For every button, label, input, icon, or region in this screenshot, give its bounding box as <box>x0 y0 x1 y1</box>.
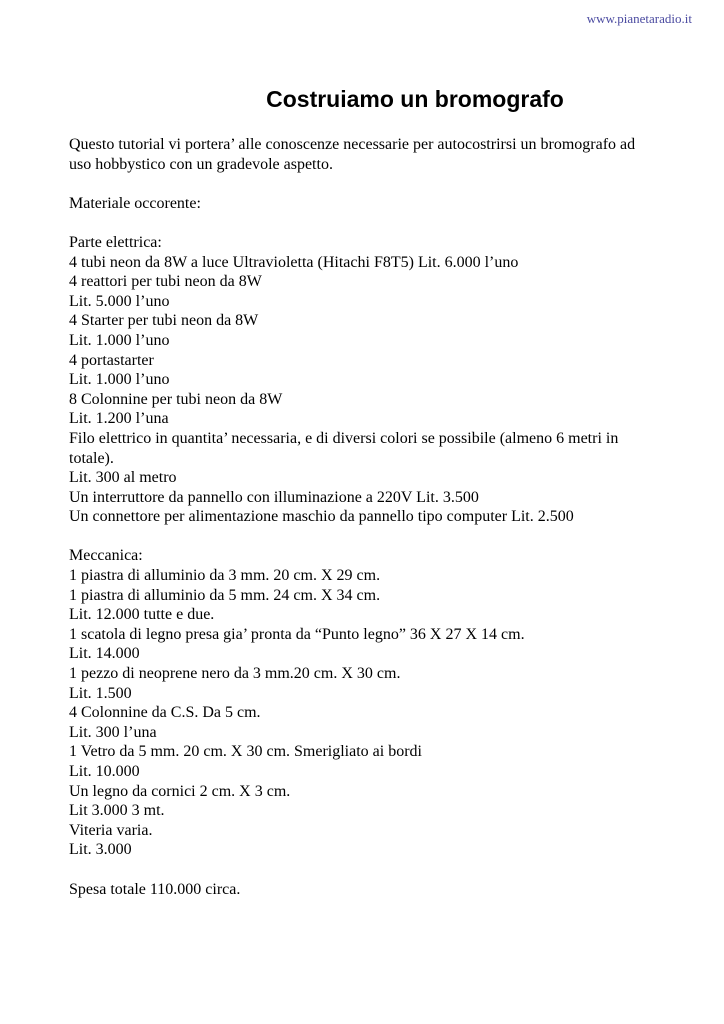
list-item: Lit. 5.000 l’uno <box>69 292 170 310</box>
list-item: Un interruttore da pannello con illuminazione a 220V Lit. 3.500 <box>69 488 479 506</box>
list-item: Lit. 1.000 l’uno <box>69 331 170 349</box>
materials-heading: Materiale occorente: <box>69 194 201 212</box>
list-item: 1 Vetro da 5 mm. 20 cm. X 30 cm. Smerigliato ai bordi <box>69 743 422 761</box>
list-item: Lit 3.000 3 mt. <box>69 802 165 820</box>
list-item: 1 piastra di alluminio da 5 mm. 24 cm. X 34 cm. <box>69 586 381 604</box>
list-item: Un legno da cornici 2 cm. X 3 cm. <box>69 782 291 800</box>
electrical-heading: Parte elettrica: <box>69 233 162 251</box>
intro-paragraph: Questo tutorial vi portera’ alle conoscenze necessarie per autocostrirsi un bromografo ad uso hobbystico con un gradevole aspetto. <box>69 136 636 173</box>
document-body <box>69 135 659 899</box>
spacer <box>69 174 659 194</box>
page-title: Costruiamo un bromografo <box>266 86 564 112</box>
list-item: 8 Colonnine per tubi neon da 8W <box>69 390 283 408</box>
list-item: Lit. 3.000 <box>69 841 132 859</box>
list-item: 4 reattori per tubi neon da 8W <box>69 273 262 291</box>
spacer <box>69 860 659 880</box>
list-item: Lit. 300 l’una <box>69 723 157 741</box>
list-item: 1 piastra di alluminio da 3 mm. 20 cm. X 29 cm. <box>69 567 381 585</box>
list-item: Lit. 12.000 tutte e due. <box>69 606 215 624</box>
spacer <box>69 213 659 233</box>
list-item: 4 tubi neon da 8W a luce Ultravioletta (Hitachi F8T5) Lit. 6.000 l’uno <box>69 253 519 271</box>
site-url-link[interactable]: www.pianetaradio.it <box>586 11 692 26</box>
spacer <box>69 527 659 547</box>
mechanical-heading: Meccanica: <box>69 547 143 565</box>
list-item: 4 Colonnine da C.S. Da 5 cm. <box>69 704 261 722</box>
total-cost: Spesa totale 110.000 circa. <box>69 880 241 898</box>
list-item: 1 pezzo di neoprene nero da 3 mm.20 cm. X 30 cm. <box>69 665 401 683</box>
list-item: Lit. 1.000 l’uno <box>69 371 170 389</box>
electrical-section <box>69 233 659 527</box>
list-item: Lit. 1.200 l’una <box>69 410 169 428</box>
list-item: 1 scatola di legno presa gia’ pronta da “Punto legno” 36 X 27 X 14 cm. <box>69 625 525 643</box>
list-item: Viteria varia. <box>69 821 153 839</box>
list-item: Lit. 10.000 <box>69 763 140 780</box>
list-item: Lit. 300 al metro <box>69 469 177 487</box>
list-item: Lit. 1.500 <box>69 684 132 702</box>
list-item: 4 Starter per tubi neon da 8W <box>69 312 259 330</box>
list-item: Lit. 14.000 <box>69 645 140 663</box>
list-item: 4 portastarter <box>69 351 154 369</box>
list-item: Filo elettrico in quantita’ necessaria, e di diversi colori se possibile (almeno 6 metri in totale). <box>69 429 619 467</box>
mechanical-section <box>69 546 659 860</box>
list-item: Un connettore per alimentazione maschio da pannello tipo computer Lit. 2.500 <box>69 508 574 526</box>
